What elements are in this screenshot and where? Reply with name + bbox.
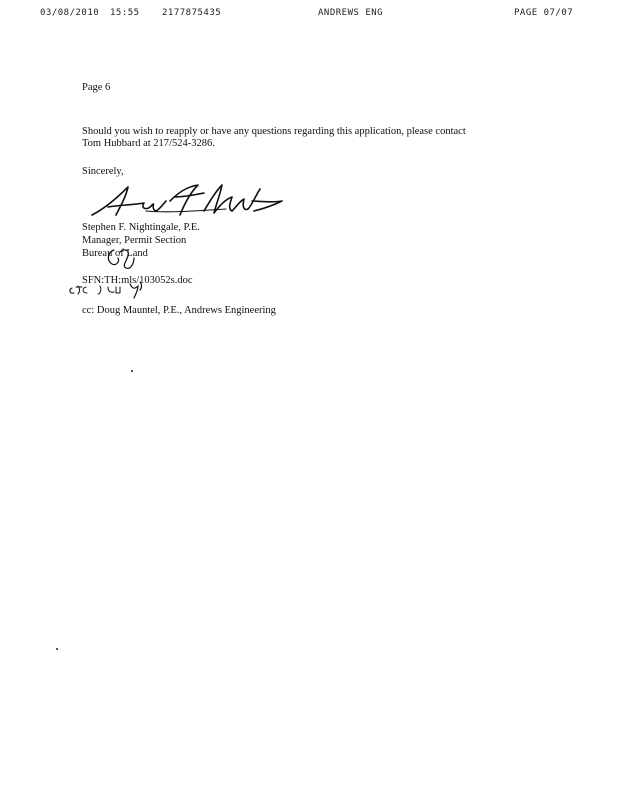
- fax-transmission-header: [0, 8, 619, 22]
- page-label: Page 6: [82, 82, 111, 93]
- fax-sender: ANDREWS ENG: [318, 8, 384, 18]
- fax-time: 15:55: [110, 8, 140, 18]
- body-paragraph-line-1: Should you wish to reapply or have any questions regarding this application, please contact: [82, 126, 466, 137]
- handwritten-signature: [86, 181, 286, 223]
- signer-department: Bureau of Land: [82, 248, 148, 259]
- scan-speck: [56, 648, 58, 650]
- signer-title: Manager, Permit Section: [82, 235, 187, 246]
- file-reference: SFN:TH:mls/103052s.doc: [82, 275, 193, 286]
- fax-number: 2177875435: [162, 8, 222, 18]
- handwritten-initials-mark: [104, 246, 138, 272]
- signer-name: Stephen F. Nightingale, P.E.: [82, 222, 200, 233]
- handwritten-notation: [68, 280, 158, 300]
- carbon-copy-line: cc: Doug Mauntel, P.E., Andrews Engineering: [82, 305, 276, 316]
- fax-page-count: PAGE 07/07: [514, 8, 574, 18]
- scan-speck: [131, 370, 133, 372]
- closing-salutation: Sincerely,: [82, 166, 124, 177]
- body-paragraph-line-2: Tom Hubbard at 217/524-3286.: [82, 138, 215, 149]
- fax-date: 03/08/2010: [40, 8, 100, 18]
